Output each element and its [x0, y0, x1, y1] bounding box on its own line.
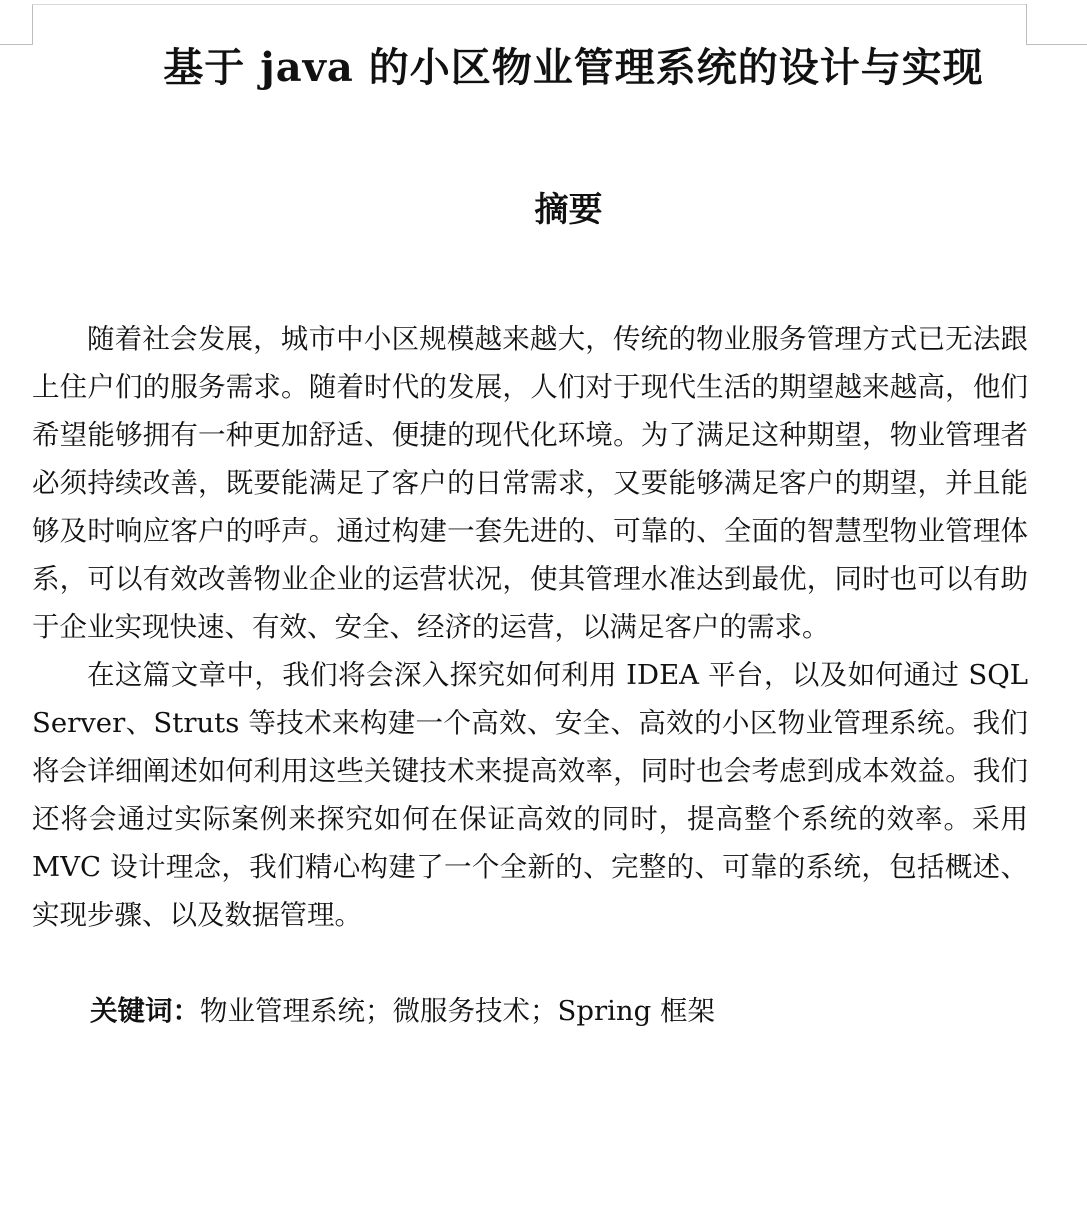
- page-corner-mark-left: [0, 4, 33, 45]
- abstract-heading: 摘要: [534, 190, 603, 230]
- page-top-rule: [32, 4, 1027, 5]
- abstract-body: [32, 315, 1028, 939]
- keywords-text: 物业管理系统；微服务技术；Spring 框架: [200, 995, 715, 1027]
- abstract-paragraph-1: 随着社会发展，城市中小区规模越来越大，传统的物业服务管理方式已无法跟上住户们的服务需求。随着时代的发展，人们对于现代生活的期望越来越高，他们希望能够拥有一种更加舒适、便捷的现代化环境。为了满足这种期望，物业管理者必须持续改善，既要能满足了客户的日常需求，又要能够满足客户的期望，并且能够及时响应客户的呼声。通过构建一套先进的、可靠的、全面的智慧型物业管理体系，可以有效改善物业企业的运营状况，使其管理水准达到最优，同时也可以有助于企业实现快速、有效、安全、经济的运营，以满足客户的需求。: [32, 323, 1028, 643]
- abstract-paragraph-2: 在这篇文章中，我们将会深入探究如何利用 IDEA 平台，以及如何通过 SQL Server、Struts 等技术来构建一个高效、安全、高效的小区物业管理系统。我们将会详细阐述如何利用这些关键技术来提高效率，同时也会考虑到成本效益。我们还将会通过实际案例来探究如何在保证高效的同时，提高整个系统的效率。采用 MVC 设计理念，我们精心构建了一个全新的、完整的、可靠的系统，包括概述、实现步骤、以及数据管理。: [32, 659, 1028, 931]
- document-title: 基于 java 的小区物业管理系统的设计与实现: [163, 44, 984, 91]
- keywords-line: [90, 987, 715, 1035]
- page-corner-mark-right: [1026, 4, 1087, 45]
- keywords-label: 关键词：: [90, 995, 200, 1027]
